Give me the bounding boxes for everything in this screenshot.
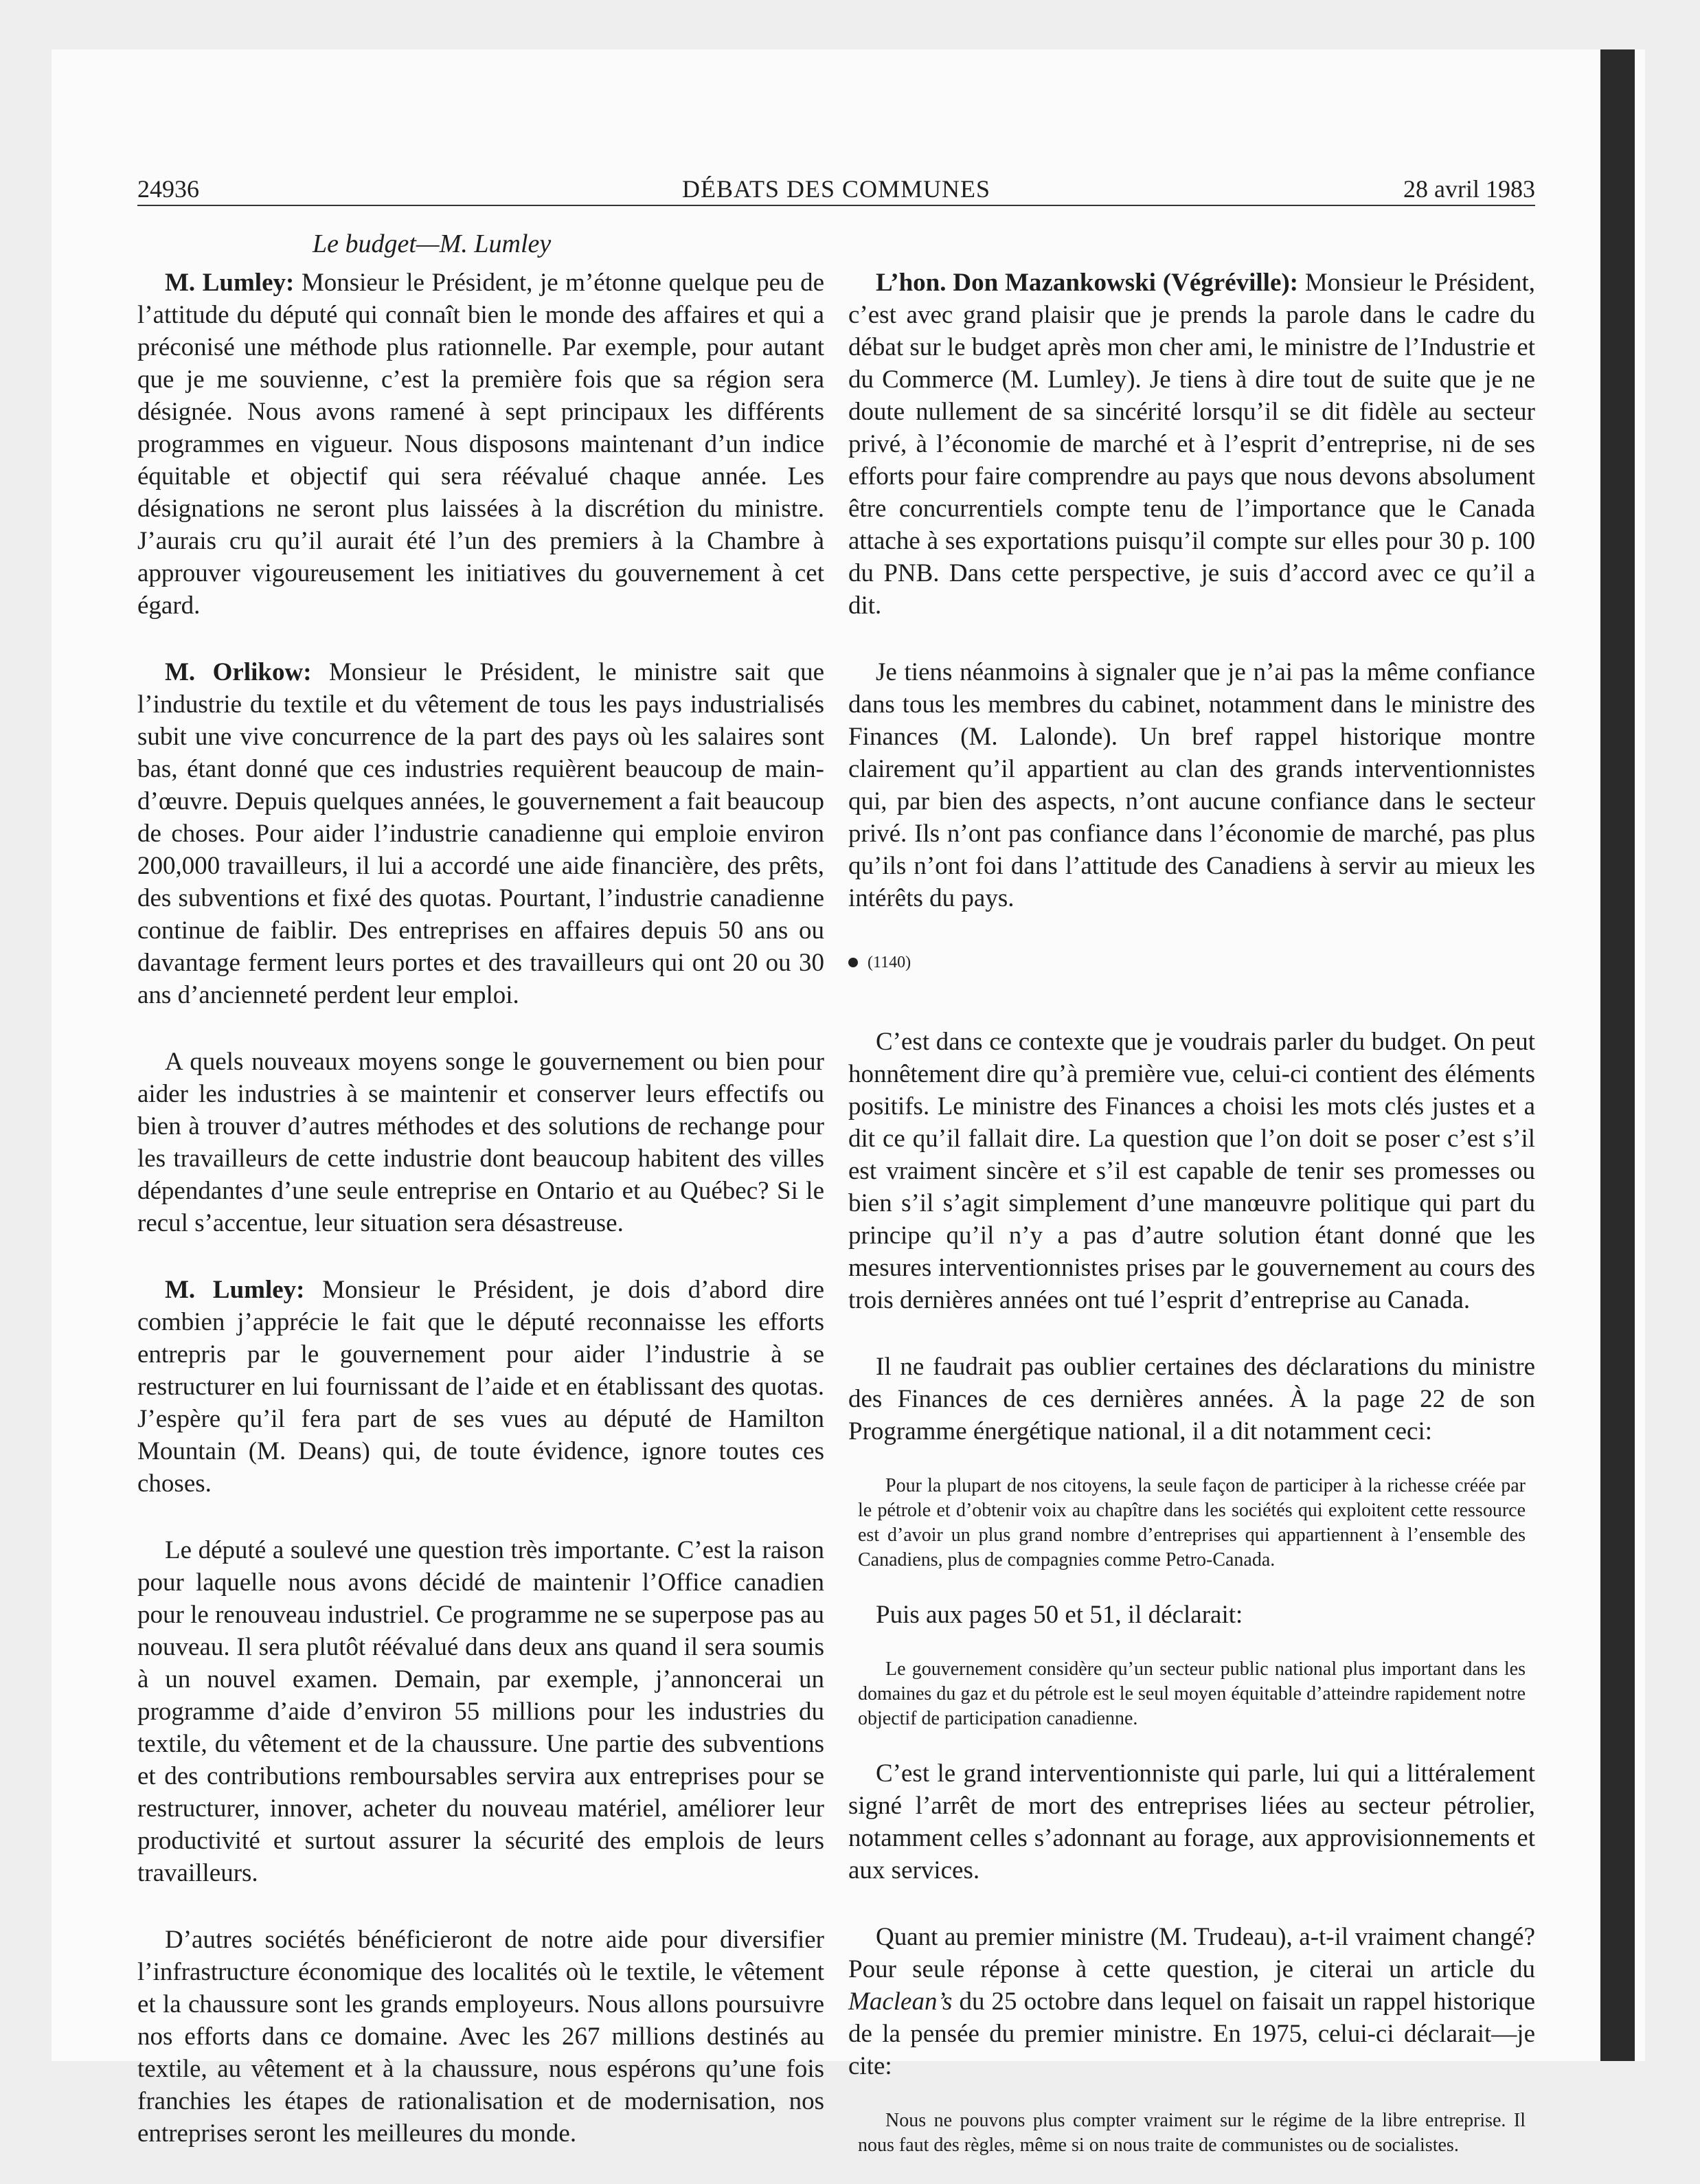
paragraph-text: du 25 octobre dans lequel on faisait un rappel historique de la pensée du premier ministre. En 1975, celui-ci déclarait—je cite: [848, 1988, 1535, 2080]
quote-text: Le gouvernement considère qu’un secteur public national plus important dans les domaines du gaz et du pétrole est le seul moyen équitable d’atteindre rapidement notre objectif de participation canadienne. [858, 1658, 1526, 1729]
running-head: Le budget—M. Lumley [313, 229, 552, 258]
page-date: 28 avril 1983 [1403, 175, 1535, 203]
publication-name: Maclean’s [848, 1988, 953, 2016]
timestamp-text: (1140) [868, 954, 911, 971]
left-column [137, 267, 824, 2184]
paragraph [848, 1757, 1535, 1887]
bullet-icon [848, 958, 858, 967]
paragraph-text: D’autres sociétés bénéficieront de notre aide pour diversifier l’infrastructure économique des localités où le textile, le vêtement et la chaussure sont les grands employeurs. Nous allons poursuivre nos efforts dans ce domaine. Avec les 267 millions destinés au textile, au vêtement et à la chaussure, nous espérons qu’une fois franchies les étapes de rationalisation et de modernisation, nos entreprises seront les meilleures du monde. [137, 1926, 824, 2148]
paragraph [848, 1921, 1535, 2082]
page-number: 24936 [137, 175, 199, 203]
block-quote [858, 2108, 1526, 2158]
paragraph [848, 656, 1535, 914]
paragraph-text: C’est dans ce contexte que je voudrais parler du budget. On peut honnêtement dire qu’à première vue, celui-ci contient des éléments positifs. Le ministre des Finances a choisi les mots clés justes et a dit ce qu’il fallait dire. La question que l’on doit se poser c’est s’il est vraiment sincère et s’il est capable de tenir ses promesses ou bien s’il s’agit simplement d’une manœuvre politique qui part du principe qu’il n’y a pas d’autre solution étant donné que les mesures interventionnistes prises par le gouvernement au cours des trois dernières années ont tué l’esprit d’entreprise au Canada. [848, 1028, 1535, 1314]
block-quote [858, 1474, 1526, 1573]
paragraph-text: Monsieur le Président, c’est avec grand plaisir que je prends la parole dans le cadre du débat sur le budget après mon cher ami, le ministre de l’Industrie et du Commerce (M. Lumley). Je tiens à dire tout de suite que je ne doute nullement de sa sincérité lorsqu’il se dit fidèle au secteur privé, à l’économie de marché et à l’esprit d’entreprise, ni de ses efforts pour faire comprendre au pays que nous devons absolument être concurrentiels compte tenu de l’importance que le Canada attache à ses exportations puisqu’il compte sur elles pour 30 p. 100 du PNB. Dans cette perspective, je suis d’accord avec ce qu’il a dit. [848, 269, 1535, 620]
paragraph-text: Puis aux pages 50 et 51, il déclarait: [876, 1601, 1243, 1629]
speaker-name: M. Orlikow: [165, 658, 312, 686]
paragraph-text: Je tiens néanmoins à signaler que je n’ai pas la même confiance dans tous les membres du cabinet, notamment dans le ministre des Finances (M. Lalonde). Un bref rappel historique montre clairement qu’il appartient au clan des grands interventionnistes qui, par bien des aspects, n’ont aucune confiance dans le secteur privé. Ils n’ont pas confiance dans l’économie de marché, pas plus qu’ils n’ont foi dans l’attitude des Canadiens à servir au mieux les intérêts du pays. [848, 658, 1535, 912]
paragraph [848, 1599, 1535, 1631]
paragraph [137, 1924, 824, 2150]
time-marker [848, 949, 1535, 976]
paragraph [137, 267, 824, 622]
paragraph [137, 1046, 824, 1239]
right-column [848, 267, 1535, 2184]
block-quote [858, 1657, 1526, 1731]
paragraph [848, 1026, 1535, 1316]
publication-title: DÉBATS DES COMMUNES [681, 175, 991, 203]
paragraph-text: Le député a soulevé une question très importante. C’est la raison pour laquelle nous avons décidé de maintenir l’Office canadien pour le renouveau industriel. Ce programme ne se superpose pas au nouveau. Il sera plutôt réévalué dans deux ans quand il sera soumis à un nouvel examen. Demain, par exemple, j’annoncerai un programme d’aide d’environ 55 millions pour les industries du textile, du vêtement et de la chaussure. Une partie des subventions et des contributions remboursables servira aux entreprises pour se restructurer, innover, acheter du nouveau matériel, améliorer leur productivité et surtout assurer la sécurité des emplois de leurs travailleurs. [137, 1536, 824, 1887]
paragraph-text: Monsieur le Président, le ministre sait que l’industrie du textile et du vêtement de tous les pays industrialisés subit une vive concurrence de la part des pays où les salaires sont bas, étant donné que ces industries requièrent beaucoup de main-d’œuvre. Depuis quelques années, le gouvernement a fait beaucoup de choses. Pour aider l’industrie canadienne qui emploie environ 200,000 travailleurs, il lui a accordé une aide financière, des prêts, des subventions et fixé des quotas. Pourtant, l’industrie canadienne continue de faiblir. Des entreprises en affaires depuis 50 ans ou davantage ferment leurs portes et des travailleurs qui ont 20 ou 30 ans d’ancienneté perdent leur emploi. [137, 658, 824, 1009]
paragraph [137, 1274, 824, 1500]
paragraph [137, 1534, 824, 1889]
paragraph [137, 656, 824, 1011]
paragraph-text: C’est le grand interventionniste qui parle, lui qui a littéralement signé l’arrêt de mort des entreprises liées au secteur pétrolier, notamment celles s’adonnant au forage, aux approvisionnements et aux services. [848, 1759, 1535, 1884]
speaker-name: M. Lumley: [165, 1276, 305, 1304]
quote-text: Nous ne pouvons plus compter vraiment sur le régime de la libre entreprise. Il nous faut des règles, même si on nous traite de communistes ou de socialistes. [858, 2110, 1526, 2156]
paragraph-text: Monsieur le Président, je m’étonne quelque peu de l’attitude du député qui connaît bien le monde des affaires et qui a préconisé une méthode plus rationnelle. Par exemple, pour autant que je me souvienne, c’est la première fois que sa région sera désignée. Nous avons ramené à sept principaux les différents programmes en vigueur. Nous disposons maintenant d’un indice équitable et objectif qui sera réévalué chaque année. Les désignations ne seront plus laissées à la discrétion du ministre. J’aurais cru qu’il aurait été l’un des premiers à la Chambre à approuver vigoureusement les initiatives du gouvernement à cet égard. [137, 269, 824, 620]
speaker-name: L’hon. Don Mazankowski (Végréville): [876, 269, 1299, 297]
paragraph-text: Monsieur le Président, je dois d’abord dire combien j’apprécie le fait que le député reconnaisse les efforts entrepris par le gouvernement pour aider l’industrie à se restructurer en lui fournissant de l’aide et en établissant des quotas. J’espère qu’il fera part de ses vues au député de Hamilton Mountain (M. Deans) qui, de toute évidence, ignore toutes ces choses. [137, 1276, 824, 1498]
paragraph-text: Il ne faudrait pas oublier certaines des déclarations du ministre des Finances de ces dernières années. À la page 22 de son Programme énergétique national, il a dit notamment ceci: [848, 1353, 1535, 1445]
paragraph-text: A quels nouveaux moyens songe le gouvernement ou bien pour aider les industries à se maintenir et conserver leurs effectifs ou bien à trouver d’autres méthodes et des solutions de rechange pour les travailleurs de cette industrie dont beaucoup habitent des villes dépendantes d’une seule entreprise en Ontario et au Québec? Si le recul s’accentue, leur situation sera désastreuse. [137, 1048, 824, 1237]
paragraph [848, 267, 1535, 622]
page-header [137, 173, 1535, 206]
speaker-name: M. Lumley: [165, 269, 295, 297]
scan-binding-edge [1600, 49, 1635, 2061]
paragraph-text: Quant au premier ministre (M. Trudeau), a-t-il vraiment changé? Pour seule réponse à cette question, je citerai un article du [848, 1923, 1535, 1983]
quote-text: Pour la plupart de nos citoyens, la seule façon de participer à la richesse créée par le pétrole et d’obtenir voix au chapître dans les sociétés qui exploitent cette ressource est d’avoir un plus grand nombre d’entreprises qui appartiennent à l’ensemble des Canadiens, plus de compagnies comme Petro-Canada. [858, 1475, 1526, 1571]
paragraph [848, 1351, 1535, 1448]
